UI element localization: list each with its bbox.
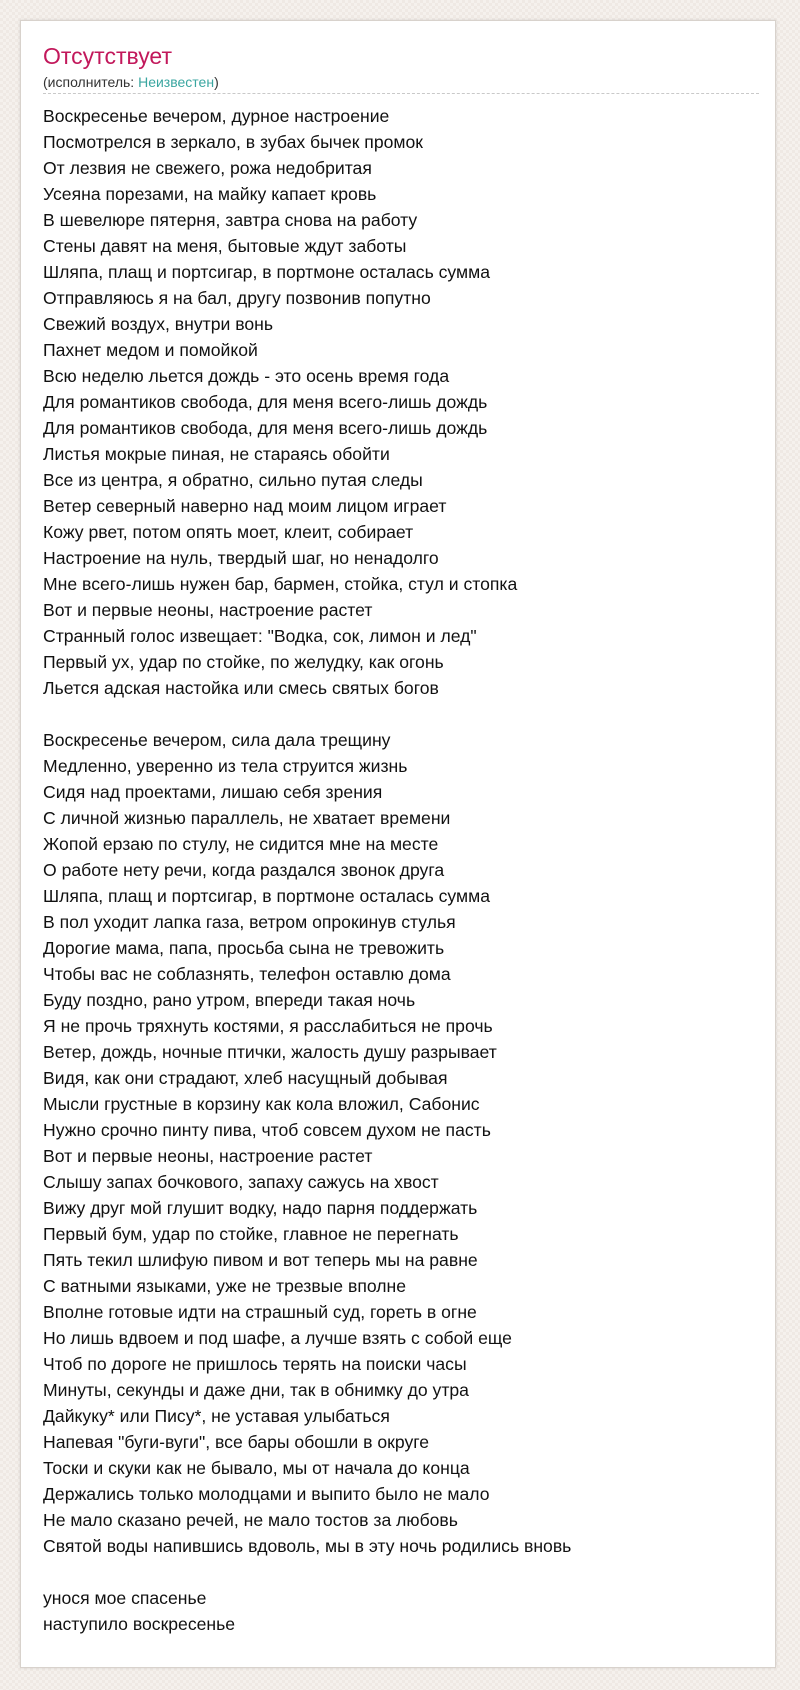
lyric-line: Первый бум, удар по стойке, главное не перегнать [43, 1224, 459, 1244]
lyric-line: В пол уходит лапка газа, ветром опрокинув стулья [43, 912, 456, 932]
lyric-line: Жопой ерзаю по стулу, не сидится мне на месте [43, 834, 439, 854]
lyric-line: Льется адская настойка или смесь святых богов [43, 678, 439, 698]
stanza-1 [43, 103, 765, 701]
lyric-line: Держались только молодцами и выпито было не мало [43, 1484, 490, 1504]
lyric-line: В шевелюре пятерня, завтра снова на работу [43, 210, 418, 230]
lyric-line: Отправляюсь я на бал, другу позвонив попутно [43, 288, 431, 308]
song-title: Отсутствует [43, 43, 172, 69]
lyric-line: Святой воды напившись вдоволь, мы в эту ночь родились вновь [43, 1536, 572, 1556]
lyric-line: Настроение на нуль, твердый шаг, но ненадолго [43, 548, 439, 568]
lyric-line: Ветер, дождь, ночные птички, жалость душу разрывает [43, 1042, 497, 1062]
lyric-line: С ватными языками, уже не трезвые вполне [43, 1276, 407, 1296]
lyric-line: Для романтиков свобода, для меня всего-лишь дождь [43, 418, 488, 438]
lyric-line: О работе нету речи, когда раздался звонок друга [43, 860, 445, 880]
lyric-line: Но лишь вдвоем и под шафе, а лучше взять с собой еще [43, 1328, 512, 1348]
lyric-line: Воскресенье вечером, дурное настроение [43, 106, 390, 126]
lyric-line: Дайкуку* или Пису*, не уставая улыбаться [43, 1406, 390, 1426]
artist-line [43, 73, 219, 91]
lyric-line: Вполне готовые идти на страшный суд, гореть в огне [43, 1302, 477, 1322]
lyric-line: Слышу запах бочкового, запаху сажусь на хвост [43, 1172, 439, 1192]
lyric-line: Вижу друг мой глушит водку, надо парня поддержать [43, 1198, 478, 1218]
lyric-line: Мне всего-лишь нужен бар, бармен, стойка, стул и стопка [43, 574, 518, 594]
artist-link[interactable]: Неизвестен [138, 74, 215, 90]
title-separator [43, 93, 759, 94]
lyric-line: Первый ух, удар по стойке, по желудку, как огонь [43, 652, 444, 672]
lyric-line: наступило воскресенье [43, 1614, 236, 1634]
lyric-line: Я не прочь тряхнуть костями, я расслабиться не прочь [43, 1016, 493, 1036]
lyric-line: Странный голос извещает: "Водка, сок, лимон и лед" [43, 626, 477, 646]
lyric-line: Чтобы вас не соблазнять, телефон оставлю дома [43, 964, 451, 984]
lyric-line: Шляпа, плащ и портсигар, в портмоне осталась сумма [43, 262, 491, 282]
lyric-line: Сидя над проектами, лишаю себя зрения [43, 782, 383, 802]
lyric-line: Посмотрелся в зеркало, в зубах бычек промок [43, 132, 423, 152]
lyric-line: Буду поздно, рано утром, впереди такая ночь [43, 990, 416, 1010]
lyric-line: Нужно срочно пинту пива, чтоб совсем духом не пасть [43, 1120, 491, 1140]
lyric-line: Кожу рвет, потом опять моет, клеит, собирает [43, 522, 414, 542]
stanza-3 [43, 1585, 765, 1637]
lyric-line: унося мое спасенье [43, 1588, 207, 1608]
lyric-line: Медленно, уверенно из тела струится жизнь [43, 756, 408, 776]
lyric-line: Не мало сказано речей, не мало тостов за любовь [43, 1510, 458, 1530]
lyric-line: Усеяна порезами, на майку капает кровь [43, 184, 377, 204]
lyrics-body [43, 103, 765, 1663]
lyric-line: Мысли грустные в корзину как кола вложил, Сабонис [43, 1094, 480, 1114]
lyric-line: Листья мокрые пиная, не стараясь обойти [43, 444, 390, 464]
lyric-line: Тоски и скуки как не бывало, мы от начала до конца [43, 1458, 470, 1478]
lyric-line: От лезвия не свежего, рожа недобритая [43, 158, 372, 178]
lyric-line: Вот и первые неоны, настроение растет [43, 1146, 373, 1166]
stanza-2 [43, 727, 765, 1559]
lyric-line: Свежий воздух, внутри вонь [43, 314, 274, 334]
lyric-line: Видя, как они страдают, хлеб насущный добывая [43, 1068, 448, 1088]
lyric-line: Минуты, секунды и даже дни, так в обнимку до утра [43, 1380, 469, 1400]
lyric-line: Для романтиков свобода, для меня всего-лишь дождь [43, 392, 488, 412]
lyric-line: Напевая "буги-вуги", все бары обошли в округе [43, 1432, 430, 1452]
lyric-line: Вот и первые неоны, настроение растет [43, 600, 373, 620]
lyric-line: Стены давят на меня, бытовые ждут заботы [43, 236, 407, 256]
lyrics-card [20, 20, 776, 1668]
lyric-line: Пахнет медом и помойкой [43, 340, 258, 360]
artist-prefix: (исполнитель: [43, 74, 139, 90]
lyric-line: Ветер северный наверно над моим лицом играет [43, 496, 447, 516]
lyric-line: Пять текил шлифую пивом и вот теперь мы на равне [43, 1250, 478, 1270]
lyric-line: Чтоб по дороге не пришлось терять на поиски часы [43, 1354, 467, 1374]
lyric-line: Дорогие мама, папа, просьба сына не тревожить [43, 938, 445, 958]
lyric-line: Всю неделю льется дождь - это осень время года [43, 366, 450, 386]
lyric-line: Воскресенье вечером, сила дала трещину [43, 730, 391, 750]
lyric-line: Все из центра, я обратно, сильно путая следы [43, 470, 423, 490]
lyric-line: С личной жизнью параллель, не хватает времени [43, 808, 451, 828]
lyric-line: Шляпа, плащ и портсигар, в портмоне осталась сумма [43, 886, 491, 906]
artist-suffix: ) [214, 74, 219, 90]
